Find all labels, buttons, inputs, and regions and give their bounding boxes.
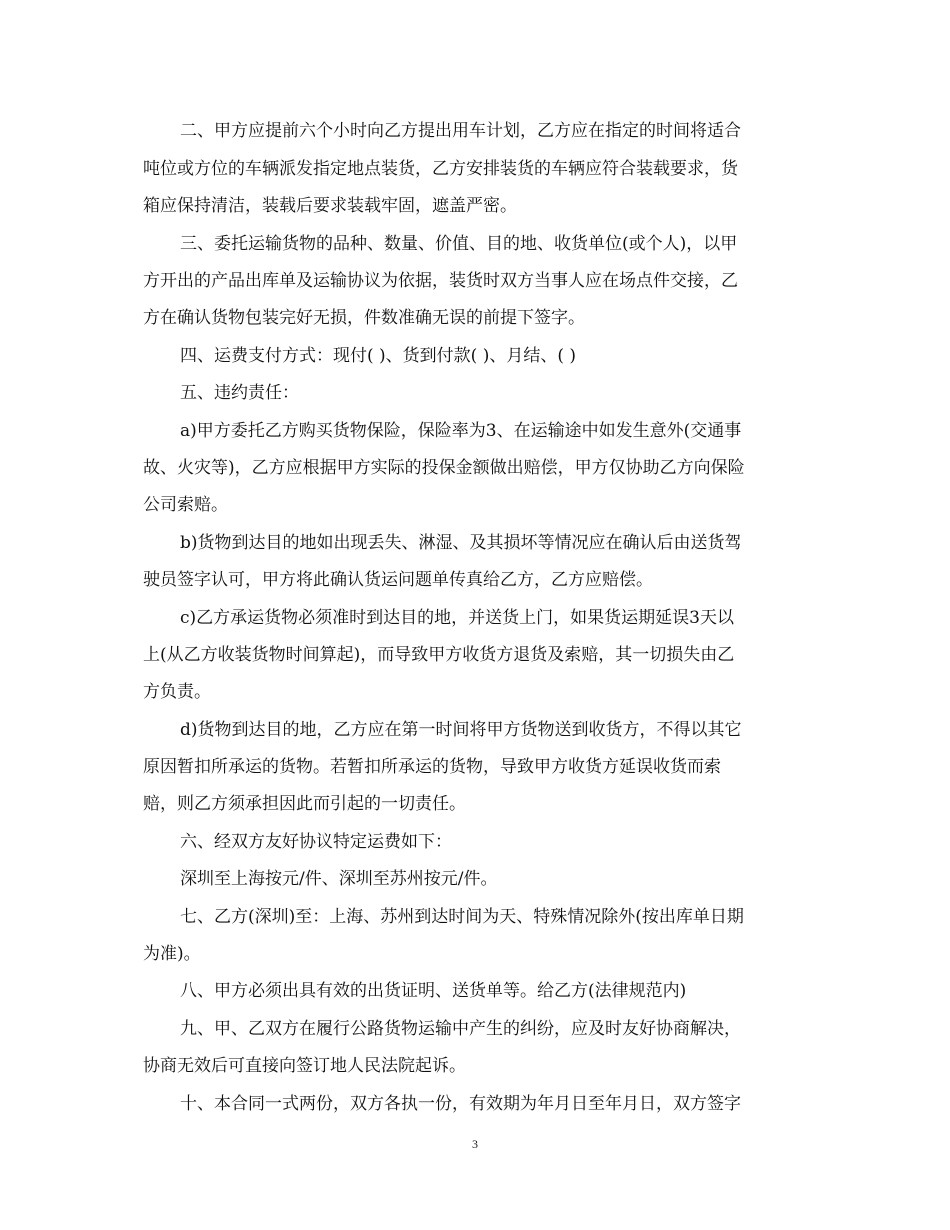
text-line [0,860,950,898]
text-line [0,374,950,412]
text-line [0,262,950,300]
line-text: 九、甲、乙双方在履行公路货物运输中产生的纠纷，应及时友好协商解决， [180,1019,741,1039]
line-text: 七、乙方(深圳)至：上海、苏州到达时间为天、特殊情况除外(按出库单日期 [180,907,744,927]
line-text: b)货物到达目的地如出现丢失、淋湿、及其损坏等情况应在确认后由送货驾 [180,533,742,553]
line-text: 方负责。 [143,682,211,702]
line-text: 四、运费支付方式：现付( )、货到付款( )、月结、( ) [180,346,577,366]
text-line [0,524,950,562]
line-text: 协商无效后可直接向签订地人民法院起诉。 [143,1056,466,1076]
line-text: 为准)。 [143,944,201,964]
line-text: c)乙方承运货物必须准时到达目的地，并送货上门，如果货运期延误3天以 [180,608,734,628]
line-text: 五、违约责任： [180,383,299,403]
text-line [0,711,950,749]
text-line [0,299,950,337]
line-text: 故、火灾等)，乙方应根据甲方实际的投保金额做出赔偿，甲方仅协助乙方向保险 [143,458,745,478]
text-line [0,898,950,936]
text-line [0,337,950,375]
line-text: 深圳至上海按元/件、深圳至苏州按元/件。 [180,869,498,889]
line-text: 方在确认货物包装完好无损，件数准确无误的前提下签字。 [143,308,585,328]
text-line [0,599,950,637]
line-text: 三、委托运输货物的品种、数量、价值、目的地、收货单位(或个人)，以甲 [180,234,738,254]
text-line [0,748,950,786]
line-text: 六、经双方友好协议特定运费如下： [180,832,452,852]
text-line [0,187,950,225]
text-line [0,673,950,711]
text-line [0,561,950,599]
line-text: 上(从乙方收装货物时间算起)，而导致甲方收货方退货及索赔，其一切损失由乙 [143,645,735,665]
line-text: 公司索赔。 [143,495,228,515]
text-line [0,972,950,1010]
text-line [0,112,950,150]
line-text: 赔，则乙方须承担因此而引起的一切责任。 [143,794,466,814]
line-text: 八、甲方必须出具有效的出货证明、送货单等。给乙方(法律规范内) [180,981,687,1001]
line-text: 二、甲方应提前六个小时向乙方提出用车计划，乙方应在指定的时间将适合 [180,121,741,141]
line-text: 方开出的产品出库单及运输协议为依据，装货时双方当事人应在场点件交接，乙 [143,271,738,291]
text-line [0,636,950,674]
line-text: 吨位或方位的车辆派发指定地点装货，乙方安排装货的车辆应符合装载要求，货 [143,159,738,179]
line-text: 箱应保持清洁，装载后要求装载牢固，遮盖严密。 [143,196,517,216]
text-line [0,225,950,263]
text-line [0,1085,950,1123]
line-text: 驶员签字认可，甲方将此确认货运问题单传真给乙方，乙方应赔偿。 [143,570,653,590]
text-line [0,1047,950,1085]
page-number: 3 [472,1137,478,1151]
text-line [0,486,950,524]
text-line [0,449,950,487]
line-text: a)甲方委托乙方购买货物保险，保险率为3、在运输途中如发生意外(交通事 [180,421,742,441]
text-line [0,150,950,188]
text-line [0,412,950,450]
text-line [0,785,950,823]
line-text: 原因暂扣所承运的货物。若暂扣所承运的货物，导致甲方收货方延误收货而索 [143,757,721,777]
text-line [0,823,950,861]
line-text: d)货物到达目的地，乙方应在第一时间将甲方货物送到收货方，不得以其它 [180,720,742,740]
line-text: 十、本合同一式两份，双方各执一份，有效期为年月日至年月日，双方签字 [180,1094,741,1114]
text-line [0,935,950,973]
text-line [0,1010,950,1048]
